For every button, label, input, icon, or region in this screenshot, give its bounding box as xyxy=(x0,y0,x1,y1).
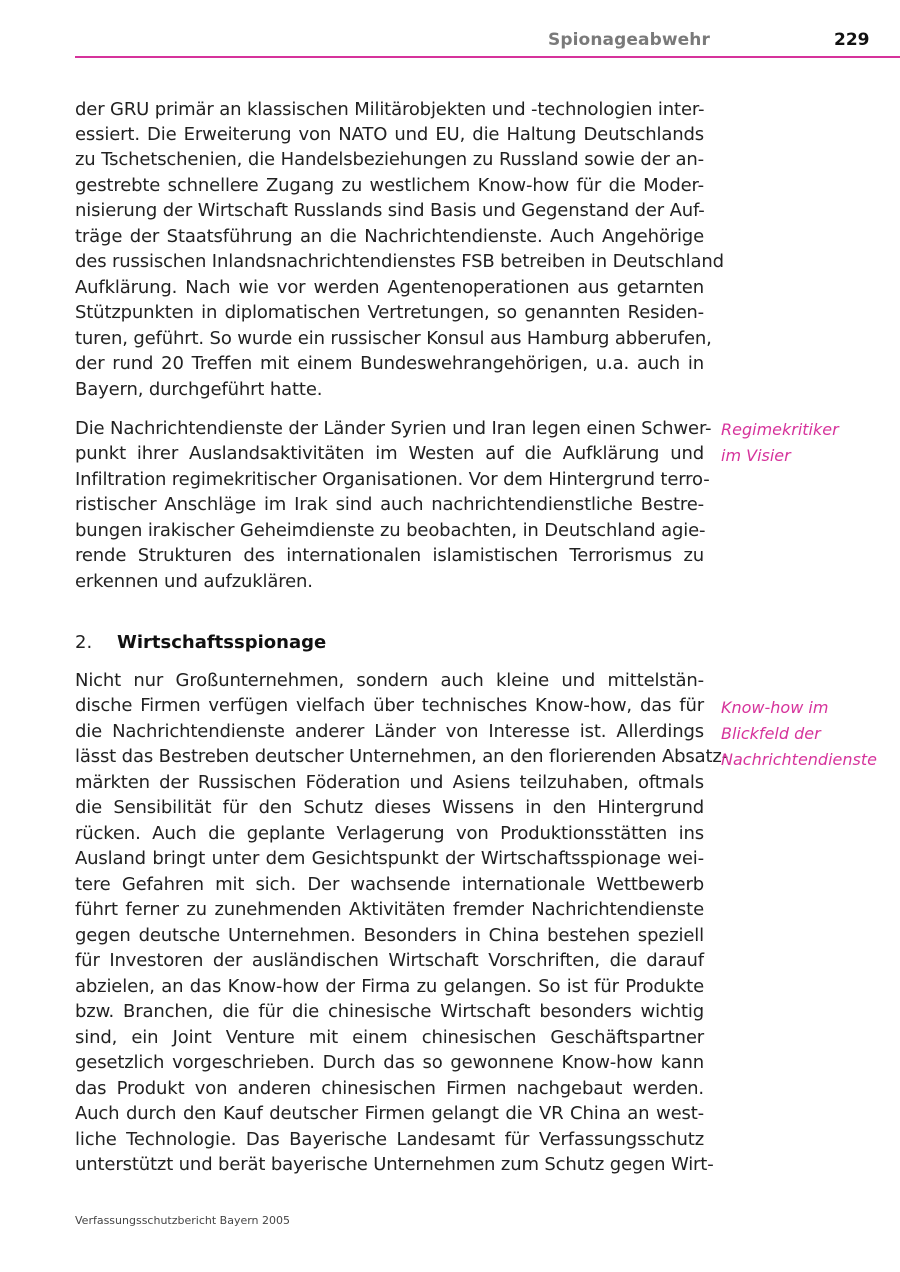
marginal-note-line: Blickfeld der xyxy=(721,724,821,743)
text-line: des russischen Inlandsnachrichtendienstes FSB betreiben in Deutschland xyxy=(75,251,724,272)
text-line: lässt das Bestreben deutscher Unternehmen, an den florierenden Absatz- xyxy=(75,746,729,767)
text-line: für Investoren der ausländischen Wirtschaft Vorschriften, die darauf xyxy=(75,950,704,971)
text-line: sind, ein Joint Venture mit einem chinesischen Geschäftspartner xyxy=(75,1027,704,1048)
running-header xyxy=(0,26,900,58)
text-line: rende Strukturen des internationalen islamistischen Terrorismus zu xyxy=(75,545,704,566)
text-line: der GRU primär an klassischen Militärobjekten und -technologien inter- xyxy=(75,99,705,120)
text-line: Nicht nur Großunternehmen, sondern auch kleine und mittelstän- xyxy=(75,670,704,691)
marginal-note-know-how xyxy=(721,695,891,773)
text-line: gestrebte schnellere Zugang zu westlichem Know-how für die Moder- xyxy=(75,175,704,196)
text-line: Bayern, durchgeführt hatte. xyxy=(75,379,323,400)
text-line: Ausland bringt unter dem Gesichtspunkt der Wirtschaftsspionage wei- xyxy=(75,848,704,869)
text-line: Die Nachrichtendienste der Länder Syrien und Iran legen einen Schwer- xyxy=(75,418,712,439)
text-line: dische Firmen verfügen vielfach über technisches Know-how, das für xyxy=(75,695,704,716)
text-line: ristischer Anschläge im Irak sind auch nachrichtendienstliche Bestre- xyxy=(75,494,704,515)
marginal-note-line: im Visier xyxy=(721,446,791,465)
text-line: turen, geführt. So wurde ein russischer Konsul aus Hamburg abberufen, xyxy=(75,328,712,349)
text-line: bungen irakischer Geheimdienste zu beobachten, in Deutschland agie- xyxy=(75,520,706,541)
text-line: der rund 20 Treffen mit einem Bundeswehrangehörigen, u.a. auch in xyxy=(75,353,704,374)
text-line: zu Tschetschenien, die Handelsbeziehungen zu Russland sowie der an- xyxy=(75,149,704,170)
text-line: träge der Staatsführung an die Nachrichtendienste. Auch Angehörige xyxy=(75,226,704,247)
marginal-note-regimekritiker xyxy=(721,417,891,469)
text-line: märkten der Russischen Föderation und Asiens teilzuhaben, oftmals xyxy=(75,772,704,793)
text-line: das Produkt von anderen chinesischen Firmen nachgebaut werden. xyxy=(75,1078,704,1099)
page-number: 229 xyxy=(834,30,870,50)
text-line: essiert. Die Erweiterung von NATO und EU, die Haltung Deutschlands xyxy=(75,124,704,145)
marginal-note-line: Nachrichtendienste xyxy=(721,750,877,769)
text-line: liche Technologie. Das Bayerische Landesamt für Verfassungsschutz xyxy=(75,1129,704,1150)
text-line: gesetzlich vorgeschrieben. Durch das so gewonnene Know-how kann xyxy=(75,1052,704,1073)
marginal-note-line: Know-how im xyxy=(721,698,829,717)
section-number: 2. xyxy=(75,632,93,653)
text-line: erkennen und aufzuklären. xyxy=(75,571,313,592)
text-line: Auch durch den Kauf deutscher Firmen gelangt die VR China an west- xyxy=(75,1103,704,1124)
text-line: gegen deutsche Unternehmen. Besonders in China bestehen speziell xyxy=(75,925,704,946)
text-line: punkt ihrer Auslandsaktivitäten im Westen auf die Aufklärung und xyxy=(75,443,704,464)
text-line: Aufklärung. Nach wie vor werden Agentenoperationen aus getarnten xyxy=(75,277,704,298)
text-line: unterstützt und berät bayerische Unternehmen zum Schutz gegen Wirt- xyxy=(75,1154,714,1175)
text-line: führt ferner zu zunehmenden Aktivitäten fremder Nachrichtendienste xyxy=(75,899,704,920)
text-line: Infiltration regimekritischer Organisationen. Vor dem Hintergrund terro- xyxy=(75,469,710,490)
header-rule xyxy=(75,56,900,58)
section-heading xyxy=(75,630,326,656)
text-line: die Sensibilität für den Schutz dieses Wissens in den Hintergrund xyxy=(75,797,704,818)
text-line: die Nachrichtendienste anderer Länder von Interesse ist. Allerdings xyxy=(75,721,704,742)
text-line: bzw. Branchen, die für die chinesische Wirtschaft besonders wichtig xyxy=(75,1001,704,1022)
text-line: nisierung der Wirtschaft Russlands sind Basis und Gegenstand der Auf- xyxy=(75,200,705,221)
text-line: abzielen, an das Know-how der Firma zu gelangen. So ist für Produkte xyxy=(75,976,704,997)
running-footer: Verfassungsschutzbericht Bayern 2005 xyxy=(75,1214,291,1227)
marginal-note-line: Regimekritiker xyxy=(721,420,839,439)
section-title: Wirtschaftsspionage xyxy=(117,632,327,653)
header-section-name: Spionageabwehr xyxy=(548,30,710,50)
text-line: Stützpunkten in diplomatischen Vertretungen, so genannten Residen- xyxy=(75,302,704,323)
text-line: rücken. Auch die geplante Verlagerung von Produktionsstätten ins xyxy=(75,823,704,844)
text-line: tere Gefahren mit sich. Der wachsende internationale Wettbewerb xyxy=(75,874,704,895)
